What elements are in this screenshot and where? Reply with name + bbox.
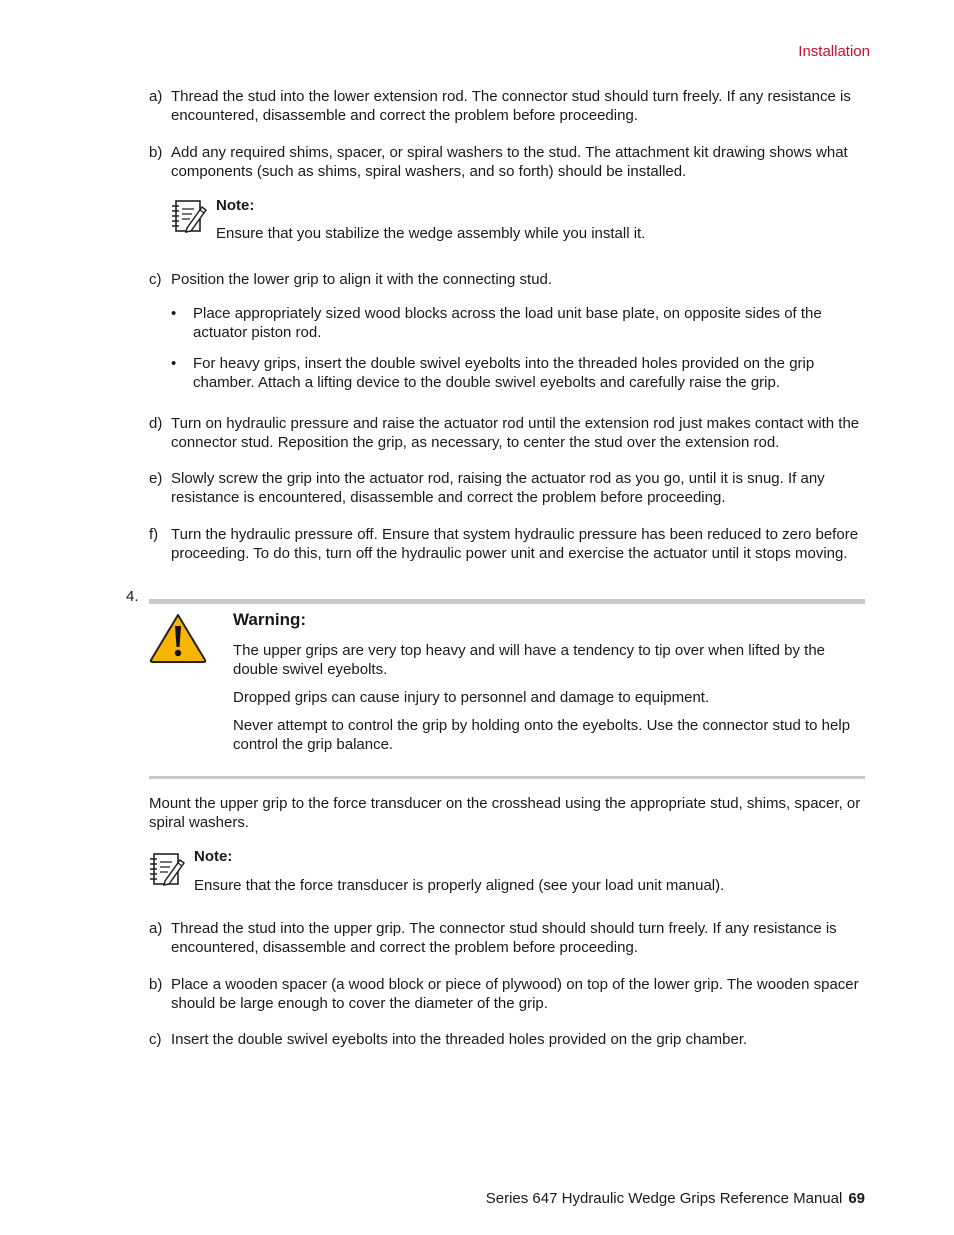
warning-paragraph: Never attempt to control the grip by holding onto the eyebolts. Use the connector stud to help control the grip balance. [233,717,851,753]
item-label: b) [149,976,163,993]
item-label: e) [149,470,163,487]
list-item [149,919,867,957]
note-title: Note: [216,197,255,214]
bullet-text: For heavy grips, insert the double swivel eyebolts into the threaded holes provided on the grip chamber. Attach a lifting device to the double swivel eyebolts and carefully raise the grip. [193,355,815,391]
bullet-item [171,354,861,392]
list-item [149,87,867,125]
warning-triangle-icon [149,613,207,663]
item-text: Thread the stud into the upper grip. The connector stud should should turn freely. If any resistance is encountered, disassemble and correct the problem before proceeding. [171,920,837,956]
item-text: Turn on hydraulic pressure and raise the actuator rod until the extension rod just makes contact with the connector stud. Reposition the grip, as necessary, to center the stud over the extension rod. [171,415,860,451]
running-header: Installation [798,43,870,60]
note-pencil-icon [171,197,207,235]
list-item [149,469,867,507]
step-number: 4. [126,588,139,605]
item-text: Slowly screw the grip into the actuator rod, raising the actuator rod as you go, until it is snug. If any resistance is encountered, disassemble and correct the problem before proceeding. [171,470,825,506]
page-footer [486,1189,865,1208]
item-label: a) [149,920,163,937]
page-number: 69 [848,1190,865,1207]
item-text: Add any required shims, spacer, or spiral washers to the stud. The attachment kit drawing shows what components (such as shims, spiral washers, and so forth) should be installed. [171,144,848,180]
list-item [149,143,867,181]
list-item [149,525,867,563]
item-text: Thread the stud into the lower extension rod. The connector stud should turn freely. If any resistance is encountered, disassemble and correct the problem before proceeding. [171,88,851,124]
body-paragraph: Mount the upper grip to the force transducer on the crosshead using the appropriate stud, shims, spacer, or spiral washers. [149,795,861,831]
bullet-marker: • [171,305,177,322]
note-text: Ensure that the force transducer is properly aligned (see your load unit manual). [194,877,725,894]
item-text: Turn the hydraulic pressure off. Ensure that system hydraulic pressure has been reduced to zero before proceeding. To do this, turn off the hydraulic power unit and exercise the actuator until it stops moving. [171,526,859,562]
list-item [149,414,867,452]
warning-paragraph: Dropped grips can cause injury to personnel and damage to equipment. [233,689,710,706]
item-text: Insert the double swivel eyebolts into the threaded holes provided on the grip chamber. [171,1031,748,1048]
bullet-text: Place appropriately sized wood blocks across the load unit base plate, on opposite sides of the actuator piston rod. [193,305,822,341]
list-item [149,270,867,289]
item-label: f) [149,526,159,543]
item-text: Place a wooden spacer (a wood block or piece of plywood) on top of the lower grip. The wooden spacer should be large enough to cover the diameter of the grip. [171,976,859,1012]
list-item [149,975,867,1013]
note-title: Note: [194,848,233,865]
warning-bottom-rule [149,776,865,779]
note-pencil-icon [149,850,185,888]
bullet-marker: • [171,355,177,372]
list-item [149,1030,867,1049]
warning-paragraph: The upper grips are very top heavy and will have a tendency to tip over when lifted by the double swivel eyebolts. [233,642,826,678]
bullet-item [171,304,861,342]
item-label: c) [149,1031,162,1048]
item-label: b) [149,144,163,161]
item-label: a) [149,88,163,105]
item-label: d) [149,415,163,432]
item-text: Position the lower grip to align it with the connecting stud. [171,271,553,288]
warning-title: Warning: [233,610,307,629]
footer-title: Series 647 Hydraulic Wedge Grips Reference Manual [485,1190,843,1207]
warning-top-rule [149,599,865,604]
note-text: Ensure that you stabilize the wedge assembly while you install it. [216,225,646,242]
item-label: c) [149,271,162,288]
